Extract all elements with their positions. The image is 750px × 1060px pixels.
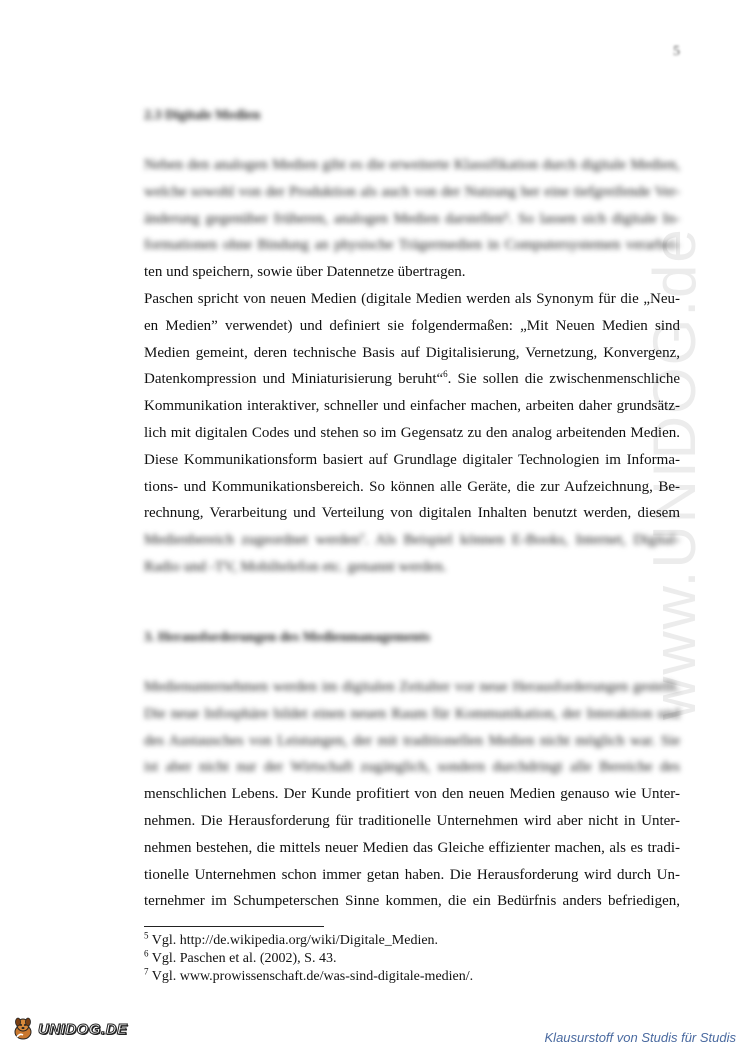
blurred-text-line: Neben den analogen Medien gibt es die erweiterte Klassifikation durch digitale Medien, <box>144 157 680 173</box>
text-line: en Medien” verwendet) und definiert sie folgendermaßen: „Mit Neuen Medien sind <box>144 317 680 334</box>
footnote-divider <box>144 926 324 927</box>
text-line: rechnung, Verarbeitung und Verteilung von digitalen Inhalten benutzt werden, diesem <box>144 505 680 522</box>
blurred-text-line: Medienunternehmen werden im digitalen Zeitalter vor neue Herausforderungen gestellt. <box>144 679 680 695</box>
blurred-text-line: Radio und -TV, Mobiltelefon etc. genannt werden. <box>144 558 447 575</box>
blurred-text-line: änderung gegenüber früheren, analogen Medien darstellen⁵. So lassen sich digitale In- <box>144 210 680 227</box>
text-line: ternehmer im Schumpeterschen Sinne kommen, die ein Bedürfnis anders befriedigen, <box>144 893 680 910</box>
footnote-number: 7 <box>144 966 149 977</box>
text-line: nehmen. Die Herausforderung für traditionelle Unternehmen wird aber nicht in Unter- <box>144 812 680 829</box>
section-heading-herausforderungen: 3. Herausforderungen des Medienmanagements <box>144 630 431 645</box>
logo-text: UNIDOG.DE <box>38 1020 128 1038</box>
text-line: tionelle Unternehmen schon immer getan haben. Die Herausforderung wird durch Un- <box>144 866 680 883</box>
footnote <box>144 968 473 986</box>
blurred-text-line: formationen ohne Bindung an physische Trägermedien in Computersystemen verarbei- <box>144 237 680 254</box>
text-line: Medien gemeint, deren technische Basis auf Digitalisierung, Vernetzung, Konvergenz, <box>144 344 680 361</box>
footer-tagline: Klausurstoff von Studis für Studis <box>544 1030 736 1045</box>
text-line: nehmen bestehen, die mittels neuer Medien das Gleiche effizienter machen, als es tradi- <box>144 839 680 856</box>
text-segment: Datenkompression und Miniaturisierung beruht“ <box>144 371 444 388</box>
footnotes <box>144 932 473 986</box>
blurred-text-line: Die neue Infosphäre bildet einen neuen Raum für Kommunikation, der Interaktion und <box>144 705 680 722</box>
footnote-text: Vgl. Paschen et al. (2002), S. 43. <box>151 951 337 966</box>
text-line: ten und speichern, sowie über Datennetze übertragen. <box>144 264 466 281</box>
text-line: lich mit digitalen Codes und stehen so im Gegensatz zu den analog arbeitenden Medien. <box>144 424 680 441</box>
unidog-logo[interactable] <box>10 1016 128 1042</box>
text-line: Kommunikation interaktiver, schneller und einfacher machen, arbeiten daher grundsätz- <box>144 398 680 415</box>
text-segment: . Sie sollen die zwischenmenschliche <box>447 371 680 388</box>
footnote-number: 6 <box>144 948 149 959</box>
section-heading-digitale-medien: 2.3 Digitale Medien <box>144 108 261 123</box>
footnote-text: Vgl. http://de.wikipedia.org/wiki/Digitale_Medien. <box>151 933 439 948</box>
blurred-text-line: welche sowohl von der Produktion als auch von der Nutzung her eine tiefgreifende Ver- <box>144 183 680 200</box>
text-line-with-footnote <box>144 366 680 393</box>
text-line: menschlichen Lebens. Der Kunde profitiert von den neuen Medien genauso wie Unter- <box>144 786 680 803</box>
footnote <box>144 950 473 968</box>
watermark-text: www.UNIDOG.de <box>641 227 708 720</box>
blurred-text-line: Medienbereich zugeordnet werden⁷. Als Beispiel können E-Books, Internet, Digital- <box>144 532 680 549</box>
page-number: 5 <box>673 44 680 59</box>
text-line: tions- und Kommunikationsbereich. So können alle Geräte, die zur Aufzeichnung, Be- <box>144 478 680 495</box>
paragraph-herausforderungen <box>144 674 680 915</box>
footnote-number: 5 <box>144 930 149 941</box>
dog-mascot-icon <box>10 1016 36 1042</box>
footnote-ref: 6 <box>443 369 448 380</box>
text-line: Diese Kommunikationsform basiert auf Grundlage digitaler Technologien im Informa- <box>144 451 680 468</box>
paragraph-digitale-medien <box>144 152 680 581</box>
footnote-text: Vgl. www.prowissenschaft.de/was-sind-digitale-medien/. <box>151 969 474 984</box>
blurred-text-line: ist aber nicht nur der Wirtschaft zugänglich, sondern durchdringt alle Bereiche des <box>144 759 680 776</box>
blurred-text-line: des Austausches von Leistungen, der mit traditionellen Medien nicht möglich war. Sie <box>144 732 680 749</box>
footnote <box>144 932 473 950</box>
text-line: Paschen spricht von neuen Medien (digitale Medien werden als Synonym für die „Neu- <box>144 290 680 307</box>
